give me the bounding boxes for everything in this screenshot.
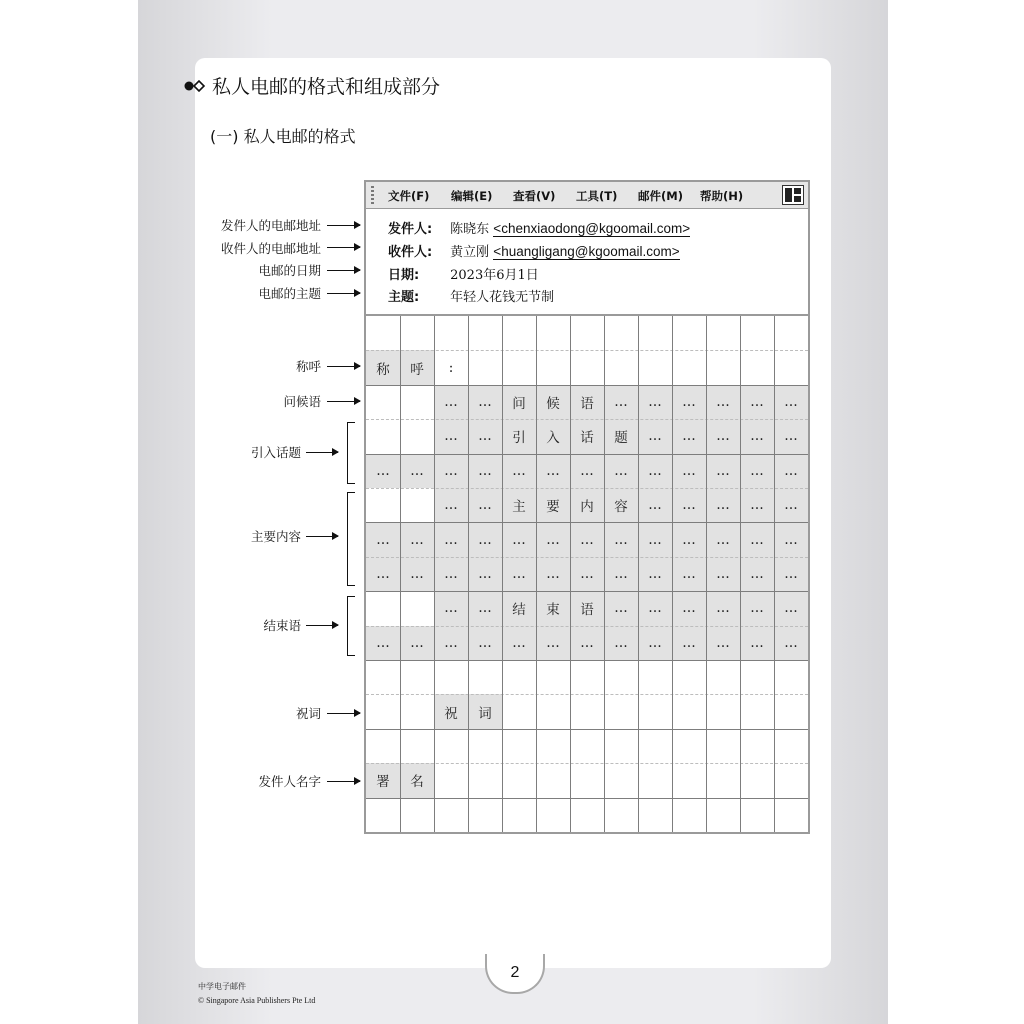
grid-cell: … <box>706 385 740 419</box>
grid-col-line <box>604 316 605 832</box>
grid-cell: … <box>468 557 502 591</box>
grid-row-line <box>366 488 808 489</box>
date-label: 日期: <box>388 268 420 283</box>
label-salutation: 称呼 <box>295 359 321 374</box>
footer-copyright: © Singapore Asia Publishers Pte Ltd <box>198 996 316 1005</box>
grid-cell: … <box>706 557 740 591</box>
subject-row <box>388 286 554 305</box>
grid-cell: … <box>672 591 706 625</box>
grid-cell: … <box>434 557 468 591</box>
grid-cell: … <box>468 454 502 488</box>
arrow-recipient-address <box>327 247 360 248</box>
grid-cell: 署 <box>366 763 400 797</box>
grid-cell: … <box>604 385 638 419</box>
grid-row-line <box>366 626 808 627</box>
toolbar-grip-icon <box>371 186 374 204</box>
label-sender-address: 发件人的电邮地址 <box>220 218 321 233</box>
from-email[interactable]: chenxiaodong@kgoomail.com <box>501 221 683 236</box>
email-window <box>364 180 810 834</box>
grid-row-line <box>366 763 808 764</box>
grid-cell: … <box>536 454 570 488</box>
grid-cell: 语 <box>570 591 604 625</box>
label-greeting: 问候语 <box>283 394 321 409</box>
grid-cell: … <box>400 522 434 556</box>
email-header <box>366 208 808 316</box>
grid-cell: … <box>740 454 774 488</box>
grid-cell: 祝 <box>434 694 468 728</box>
grid-cell: … <box>570 557 604 591</box>
grid-cell: … <box>672 419 706 453</box>
grid-cell: … <box>774 419 808 453</box>
menu-view[interactable]: 查看(V) <box>513 189 556 203</box>
grid-cell: 要 <box>536 488 570 522</box>
grid-cell: … <box>672 454 706 488</box>
to-email[interactable]: huangligang@kgoomail.com <box>501 244 672 259</box>
grid-cell: : <box>448 359 454 376</box>
grid-cell: 结 <box>502 591 536 625</box>
page-number: 2 <box>485 954 545 994</box>
grid-cell: 内 <box>570 488 604 522</box>
grid-cell: 名 <box>400 763 434 797</box>
grid-col-line <box>740 316 741 832</box>
grid-cell: … <box>672 522 706 556</box>
page-title-text: 私人电邮的格式和组成部分 <box>212 76 441 98</box>
label-blessing: 祝词 <box>295 706 321 721</box>
grid-cell: … <box>774 557 808 591</box>
label-main-content: 主要内容 <box>250 529 301 544</box>
grid-cell: 束 <box>536 591 570 625</box>
grid-cell: … <box>774 626 808 660</box>
from-row: 发件人: 陈晓东 <chenxiaodong@kgoomail.com> <box>388 218 690 237</box>
arrow-blessing <box>327 713 360 714</box>
grid-row-line <box>366 694 808 695</box>
menu-file[interactable]: 文件(F) <box>388 189 430 203</box>
grid-cell: … <box>366 454 400 488</box>
grid-cell: … <box>740 385 774 419</box>
grid-cell: … <box>604 454 638 488</box>
grid-cell: … <box>434 626 468 660</box>
grid-cell: … <box>468 488 502 522</box>
grid-cell: … <box>706 522 740 556</box>
grid-cell: … <box>740 591 774 625</box>
grid-cell: … <box>434 591 468 625</box>
label-closing: 结束语 <box>263 618 301 633</box>
date-value: 2023年6月1日 <box>450 268 539 283</box>
grid-cell: 呼 <box>400 350 434 384</box>
label-introduction: 引入话题 <box>250 445 301 460</box>
brace-main-content <box>347 492 355 586</box>
menu-mail[interactable]: 邮件(M) <box>638 189 683 203</box>
grid-cell: … <box>604 626 638 660</box>
grid-cell: … <box>502 626 536 660</box>
grid-cell: … <box>434 454 468 488</box>
grid-cell: 词 <box>468 694 502 728</box>
grid-col-line <box>774 316 775 832</box>
grid-cell: … <box>638 488 672 522</box>
grid-row-line <box>366 350 808 351</box>
grid-col-line <box>502 316 503 832</box>
grid-cell: … <box>638 626 672 660</box>
grid-cell: … <box>502 557 536 591</box>
grid-cell: … <box>706 591 740 625</box>
subject-label: 主题: <box>388 290 420 305</box>
grid-cell: … <box>638 522 672 556</box>
arrow-introduction <box>306 452 338 453</box>
grid-col-line <box>638 316 639 832</box>
grid-col-line <box>434 316 435 832</box>
grid-cell: … <box>740 522 774 556</box>
grid-cell: … <box>468 522 502 556</box>
grid-row-line <box>366 557 808 558</box>
grid-cell: … <box>672 488 706 522</box>
grid-cell: … <box>468 626 502 660</box>
grid-col-line <box>706 316 707 832</box>
grid-cell: … <box>502 522 536 556</box>
arrow-email-subject <box>327 293 360 294</box>
grid-cell: … <box>740 419 774 453</box>
grid-cell: 主 <box>502 488 536 522</box>
grid-cell: … <box>706 419 740 453</box>
grid-cell: … <box>604 591 638 625</box>
grid-row-line <box>366 454 808 455</box>
page-title <box>184 72 440 99</box>
arrow-salutation <box>327 366 360 367</box>
section-subtitle: (一) 私人电邮的格式 <box>210 127 356 146</box>
grid-cell: … <box>570 522 604 556</box>
grid-cell: 话 <box>570 419 604 453</box>
grid-cell: 候 <box>536 385 570 419</box>
grid-cell: 问 <box>502 385 536 419</box>
windows-logo-icon <box>782 185 804 205</box>
label-email-date: 电邮的日期 <box>258 263 321 278</box>
grid-row-line <box>366 385 808 386</box>
writing-grid <box>366 316 808 832</box>
grid-cell: … <box>706 626 740 660</box>
grid-cell: … <box>638 419 672 453</box>
grid-col-line <box>672 316 673 832</box>
grid-cell: 入 <box>536 419 570 453</box>
label-email-subject: 电邮的主题 <box>258 286 321 301</box>
grid-cell: … <box>740 626 774 660</box>
arrow-email-date <box>327 270 360 271</box>
grid-cell: … <box>774 591 808 625</box>
grid-cell: … <box>706 454 740 488</box>
grid-cell: … <box>434 488 468 522</box>
grid-row-line <box>366 522 808 523</box>
grid-cell: 称 <box>366 350 400 384</box>
grid-cell: 容 <box>604 488 638 522</box>
grid-cell: … <box>468 385 502 419</box>
menu-help[interactable]: 帮助(H) <box>700 189 744 203</box>
grid-row-line <box>366 591 808 592</box>
from-name: 陈晓东 <box>450 222 490 237</box>
grid-cell: … <box>570 626 604 660</box>
arrow-main-content <box>306 536 338 537</box>
grid-cell: … <box>366 522 400 556</box>
grid-cell: … <box>468 419 502 453</box>
grid-row-line <box>366 660 808 661</box>
grid-cell: … <box>366 557 400 591</box>
grid-col-line <box>468 316 469 832</box>
arrow-closing <box>306 625 338 626</box>
grid-cell: … <box>536 522 570 556</box>
grid-row-line <box>366 419 808 420</box>
brace-closing <box>347 596 355 656</box>
grid-cell: … <box>638 557 672 591</box>
grid-cell: … <box>400 626 434 660</box>
to-row: 收件人: 黄立刚 <huangligang@kgoomail.com> <box>388 241 680 260</box>
grid-cell: … <box>706 488 740 522</box>
grid-cell: … <box>638 385 672 419</box>
grid-cell: … <box>536 626 570 660</box>
grid-cell: … <box>672 385 706 419</box>
grid-cell: 引 <box>502 419 536 453</box>
grid-cell: … <box>740 488 774 522</box>
grid-col-line <box>570 316 571 832</box>
grid-cell: … <box>638 454 672 488</box>
grid-row-line <box>366 729 808 730</box>
footer-book-title: 中学电子邮件 <box>198 982 246 991</box>
grid-row-line <box>366 798 808 799</box>
arrow-sender-address <box>327 225 360 226</box>
label-recipient-address: 收件人的电邮地址 <box>220 241 321 256</box>
grid-cell: … <box>536 557 570 591</box>
to-label: 收件人: <box>388 245 433 260</box>
to-name: 黄立刚 <box>450 245 490 260</box>
grid-col-line <box>400 316 401 832</box>
grid-cell: … <box>366 626 400 660</box>
grid-col-line <box>536 316 537 832</box>
brace-introduction <box>347 422 355 484</box>
arrow-sender-name <box>327 781 360 782</box>
grid-cell: … <box>604 557 638 591</box>
grid-cell: 语 <box>570 385 604 419</box>
grid-cell: 题 <box>604 419 638 453</box>
label-sender-name: 发件人名字 <box>258 774 321 789</box>
grid-cell: … <box>400 557 434 591</box>
grid-cell: … <box>604 522 638 556</box>
menu-edit[interactable]: 编辑(E) <box>451 189 493 203</box>
grid-cell: … <box>502 454 536 488</box>
grid-cell: … <box>434 385 468 419</box>
grid-cell: … <box>774 522 808 556</box>
grid-cell: … <box>638 591 672 625</box>
grid-cell: … <box>774 488 808 522</box>
grid-cell: … <box>774 385 808 419</box>
menu-bar <box>366 182 808 209</box>
grid-cell: … <box>434 419 468 453</box>
grid-cell: … <box>774 454 808 488</box>
grid-cell: … <box>672 557 706 591</box>
arrow-greeting <box>327 401 360 402</box>
from-label: 发件人: <box>388 222 433 237</box>
grid-cell: … <box>672 626 706 660</box>
bullet-arrow-icon <box>184 80 206 92</box>
date-row <box>388 264 539 283</box>
grid-cell: … <box>740 557 774 591</box>
grid-cell: … <box>468 591 502 625</box>
subject-value: 年轻人花钱无节制 <box>450 290 555 305</box>
menu-tools[interactable]: 工具(T) <box>576 189 618 203</box>
grid-cell: … <box>570 454 604 488</box>
grid-cell: … <box>434 522 468 556</box>
grid-cell: … <box>400 454 434 488</box>
